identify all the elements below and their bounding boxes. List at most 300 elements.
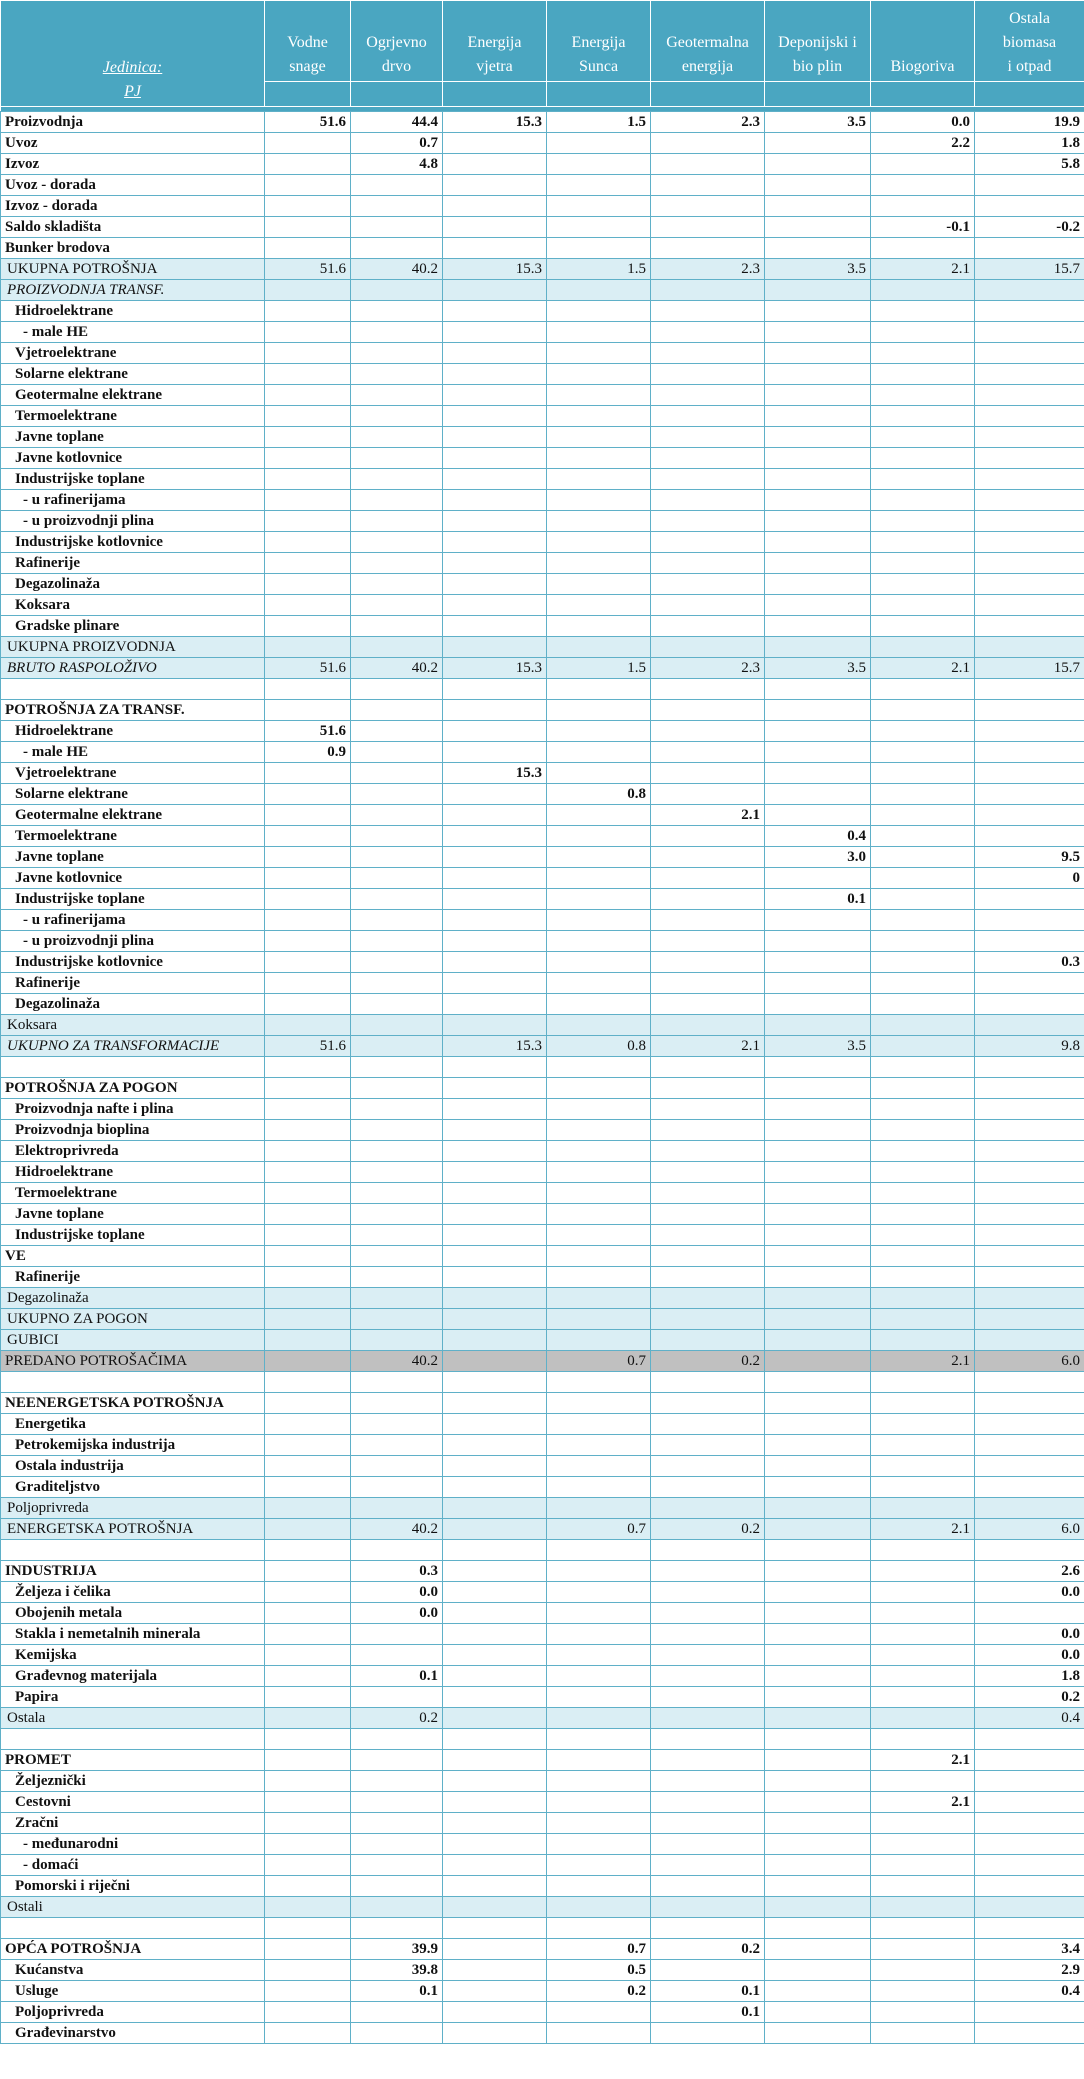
table-cell — [265, 1666, 351, 1687]
table-cell: 0.8 — [547, 784, 651, 805]
table-cell — [351, 868, 443, 889]
table-cell — [265, 2002, 351, 2023]
table-cell — [443, 511, 547, 532]
table-cell — [765, 700, 871, 721]
table-cell: 2.2 — [871, 133, 975, 154]
column-header-spacer — [351, 82, 443, 107]
table-cell — [871, 1246, 975, 1267]
table-cell: 0.1 — [651, 2002, 765, 2023]
table-cell — [651, 1456, 765, 1477]
table-row — [1, 826, 1084, 847]
table-cell: 2.1 — [871, 1750, 975, 1771]
table-cell: 2.9 — [975, 1960, 1084, 1981]
table-cell — [265, 133, 351, 154]
table-cell — [871, 994, 975, 1015]
table-cell — [351, 784, 443, 805]
table-cell: 0 — [975, 868, 1084, 889]
table-row — [1, 784, 1084, 805]
table-cell — [547, 175, 651, 196]
table-cell — [443, 1456, 547, 1477]
table-row — [1, 448, 1084, 469]
table-cell — [547, 1477, 651, 1498]
table-cell — [547, 1687, 651, 1708]
table-row — [1, 1057, 1084, 1078]
table-cell — [765, 1225, 871, 1246]
table-cell — [871, 1309, 975, 1330]
table-row — [1, 1771, 1084, 1792]
table-row — [1, 1078, 1084, 1099]
table-cell — [443, 826, 547, 847]
table-cell: 3.5 — [765, 259, 871, 280]
table-cell: 0.1 — [765, 889, 871, 910]
table-cell — [265, 1204, 351, 1225]
table-cell — [351, 1057, 443, 1078]
table-cell — [547, 1813, 651, 1834]
table-cell: 15.3 — [443, 1036, 547, 1057]
table-cell — [975, 973, 1084, 994]
table-cell — [443, 1708, 547, 1729]
table-cell — [975, 1120, 1084, 1141]
column-header-line: Geotermalna — [666, 34, 749, 51]
table-row — [1, 952, 1084, 973]
table-cell: 51.6 — [265, 658, 351, 679]
table-cell — [765, 1477, 871, 1498]
table-cell — [265, 280, 351, 301]
table-cell: 3.5 — [765, 1036, 871, 1057]
table-cell — [443, 1771, 547, 1792]
table-cell — [975, 448, 1084, 469]
table-cell: 1.5 — [547, 658, 651, 679]
table-cell — [351, 1540, 443, 1561]
table-cell — [351, 301, 443, 322]
table-cell — [351, 196, 443, 217]
table-cell — [443, 994, 547, 1015]
table-cell — [351, 742, 443, 763]
table-cell — [547, 574, 651, 595]
table-cell — [975, 343, 1084, 364]
table-cell — [265, 175, 351, 196]
table-cell: 0.5 — [547, 1960, 651, 1981]
table-cell — [547, 1393, 651, 1414]
table-cell — [547, 910, 651, 931]
table-cell — [651, 1330, 765, 1351]
table-cell — [351, 1771, 443, 1792]
table-cell — [651, 1708, 765, 1729]
table-cell — [975, 1162, 1084, 1183]
table-cell: 1.8 — [975, 1666, 1084, 1687]
table-cell — [651, 742, 765, 763]
table-cell — [351, 1183, 443, 1204]
table-cell — [443, 1582, 547, 1603]
row-label: Bunker brodova — [1, 238, 265, 259]
table-cell — [265, 910, 351, 931]
table-cell — [351, 1456, 443, 1477]
table-cell — [975, 1330, 1084, 1351]
table-row — [1, 1393, 1084, 1414]
table-cell — [265, 1015, 351, 1036]
table-cell — [265, 700, 351, 721]
row-label: UKUPNO ZA TRANSFORMACIJE — [1, 1036, 265, 1057]
table-row — [1, 322, 1084, 343]
column-header — [443, 1, 547, 82]
table-cell — [443, 1981, 547, 2002]
table-cell — [547, 1225, 651, 1246]
table-cell — [265, 1351, 351, 1372]
table-cell — [265, 1813, 351, 1834]
table-cell — [651, 1057, 765, 1078]
table-cell — [351, 175, 443, 196]
table-cell — [765, 574, 871, 595]
table-cell — [443, 1897, 547, 1918]
table-cell — [443, 1834, 547, 1855]
table-cell — [265, 784, 351, 805]
table-cell — [351, 637, 443, 658]
table-cell — [871, 1729, 975, 1750]
table-cell — [443, 973, 547, 994]
table-cell — [871, 1834, 975, 1855]
table-cell: 2.6 — [975, 1561, 1084, 1582]
table-cell — [765, 1393, 871, 1414]
table-cell — [265, 238, 351, 259]
row-label: - međunarodni — [1, 1834, 265, 1855]
table-cell — [547, 1498, 651, 1519]
table-cell — [351, 1414, 443, 1435]
table-cell — [871, 1393, 975, 1414]
table-cell — [871, 2023, 975, 2044]
table-cell — [351, 1477, 443, 1498]
table-cell — [871, 847, 975, 868]
table-cell — [547, 1918, 651, 1939]
row-label: - u rafinerijama — [1, 910, 265, 931]
table-cell — [651, 1729, 765, 1750]
column-header-spacer — [871, 82, 975, 107]
table-cell — [871, 1708, 975, 1729]
table-cell — [975, 511, 1084, 532]
table-cell: 0.3 — [975, 952, 1084, 973]
table-cell — [765, 1645, 871, 1666]
table-cell — [547, 427, 651, 448]
column-header — [975, 1, 1084, 82]
table-cell — [547, 637, 651, 658]
table-cell — [351, 805, 443, 826]
table-cell — [351, 343, 443, 364]
table-cell — [265, 1372, 351, 1393]
table-cell — [443, 1477, 547, 1498]
table-cell — [443, 133, 547, 154]
table-row — [1, 1540, 1084, 1561]
table-cell — [547, 700, 651, 721]
table-cell — [975, 406, 1084, 427]
table-cell — [651, 616, 765, 637]
table-cell — [651, 133, 765, 154]
table-cell — [765, 469, 871, 490]
table-cell — [975, 1897, 1084, 1918]
table-cell — [265, 448, 351, 469]
table-cell — [351, 1834, 443, 1855]
table-cell — [547, 364, 651, 385]
table-cell — [265, 1246, 351, 1267]
table-cell: 0.7 — [351, 133, 443, 154]
table-cell — [265, 154, 351, 175]
table-cell — [443, 196, 547, 217]
table-cell — [265, 805, 351, 826]
table-cell — [765, 637, 871, 658]
table-cell — [443, 532, 547, 553]
table-cell — [975, 721, 1084, 742]
table-cell — [651, 1645, 765, 1666]
table-cell — [651, 952, 765, 973]
table-cell — [351, 532, 443, 553]
table-cell — [871, 1813, 975, 1834]
table-cell — [871, 469, 975, 490]
row-label: Industrijske kotlovnice — [1, 952, 265, 973]
table-cell — [351, 1855, 443, 1876]
table-cell — [351, 1393, 443, 1414]
table-row — [1, 1036, 1084, 1057]
table-cell — [265, 1330, 351, 1351]
row-label: Industrijske toplane — [1, 1225, 265, 1246]
table-cell — [265, 826, 351, 847]
table-cell — [443, 847, 547, 868]
table-row — [1, 1456, 1084, 1477]
table-cell — [351, 1078, 443, 1099]
table-cell — [871, 532, 975, 553]
row-label: Zračni — [1, 1813, 265, 1834]
table-row — [1, 1099, 1084, 1120]
table-row — [1, 1834, 1084, 1855]
row-label: OPĆA POTROŠNJA — [1, 1939, 265, 1960]
table-cell — [547, 1729, 651, 1750]
table-cell — [765, 721, 871, 742]
table-cell — [265, 1939, 351, 1960]
table-cell — [443, 931, 547, 952]
table-cell — [975, 805, 1084, 826]
table-cell — [765, 1435, 871, 1456]
table-cell — [975, 1729, 1084, 1750]
table-cell — [547, 1099, 651, 1120]
table-cell: 2.1 — [651, 1036, 765, 1057]
row-label: Saldo skladišta — [1, 217, 265, 238]
table-cell — [765, 217, 871, 238]
table-cell — [547, 1372, 651, 1393]
table-cell: 15.7 — [975, 658, 1084, 679]
table-cell — [975, 1267, 1084, 1288]
column-header-spacer — [265, 82, 351, 107]
table-row — [1, 847, 1084, 868]
row-label: Termoelektrane — [1, 406, 265, 427]
row-label: UKUPNA PROIZVODNJA — [1, 637, 265, 658]
table-cell — [351, 1288, 443, 1309]
table-cell — [975, 553, 1084, 574]
table-cell — [265, 1183, 351, 1204]
table-cell — [765, 385, 871, 406]
table-cell — [265, 1876, 351, 1897]
table-cell — [265, 616, 351, 637]
table-cell — [265, 532, 351, 553]
table-cell — [975, 1141, 1084, 1162]
table-cell — [351, 427, 443, 448]
table-cell — [765, 175, 871, 196]
table-cell — [651, 1498, 765, 1519]
table-cell — [443, 1792, 547, 1813]
table-cell — [765, 1876, 871, 1897]
table-cell — [351, 1897, 443, 1918]
table-cell — [651, 1876, 765, 1897]
column-header — [265, 1, 351, 82]
table-cell — [443, 1876, 547, 1897]
table-cell — [443, 1204, 547, 1225]
table-cell — [651, 1372, 765, 1393]
table-cell — [351, 952, 443, 973]
table-cell — [975, 322, 1084, 343]
table-cell — [443, 1435, 547, 1456]
table-cell — [975, 1813, 1084, 1834]
table-row — [1, 1645, 1084, 1666]
table-row — [1, 1687, 1084, 1708]
table-cell — [975, 238, 1084, 259]
table-cell — [651, 406, 765, 427]
row-label: Stakla i nemetalnih minerala — [1, 1624, 265, 1645]
table-cell: 2.3 — [651, 658, 765, 679]
table-cell — [651, 154, 765, 175]
table-cell — [547, 1855, 651, 1876]
row-label: - u proizvodnji plina — [1, 931, 265, 952]
table-cell — [765, 238, 871, 259]
table-cell — [651, 910, 765, 931]
table-cell — [351, 574, 443, 595]
table-cell — [975, 1393, 1084, 1414]
table-cell — [351, 721, 443, 742]
table-row — [1, 1162, 1084, 1183]
table-cell — [871, 700, 975, 721]
table-cell — [651, 1792, 765, 1813]
row-label: Industrijske toplane — [1, 889, 265, 910]
table-cell — [765, 1288, 871, 1309]
table-cell: 6.0 — [975, 1351, 1084, 1372]
table-cell — [765, 1078, 871, 1099]
table-cell — [351, 1015, 443, 1036]
table-cell — [265, 994, 351, 1015]
table-cell — [443, 1120, 547, 1141]
table-cell — [651, 1603, 765, 1624]
table-cell — [975, 910, 1084, 931]
table-cell: 0.4 — [975, 1708, 1084, 1729]
row-label: - u rafinerijama — [1, 490, 265, 511]
table-cell — [547, 931, 651, 952]
table-cell — [265, 1288, 351, 1309]
table-cell — [547, 1792, 651, 1813]
table-cell — [651, 1687, 765, 1708]
table-cell — [871, 1939, 975, 1960]
table-cell — [351, 1120, 443, 1141]
row-label: Termoelektrane — [1, 1183, 265, 1204]
table-cell — [975, 1078, 1084, 1099]
table-row — [1, 1309, 1084, 1330]
table-cell — [547, 238, 651, 259]
table-cell — [265, 637, 351, 658]
table-cell: 51.6 — [265, 112, 351, 133]
table-cell — [765, 1099, 871, 1120]
row-label: Industrijske toplane — [1, 469, 265, 490]
column-header-line: Ostala — [1009, 10, 1050, 27]
row-label: Izvoz - dorada — [1, 196, 265, 217]
table-cell — [265, 1897, 351, 1918]
table-cell — [651, 364, 765, 385]
row-label: Ostali — [1, 1897, 265, 1918]
table-cell — [351, 1099, 443, 1120]
row-label: Javne toplane — [1, 847, 265, 868]
table-cell — [975, 1456, 1084, 1477]
table-cell — [765, 1456, 871, 1477]
table-cell — [975, 1834, 1084, 1855]
table-cell — [651, 1666, 765, 1687]
table-body — [1, 107, 1084, 2044]
table-cell — [651, 280, 765, 301]
table-row — [1, 2023, 1084, 2044]
table-cell — [975, 1540, 1084, 1561]
column-header-spacer — [975, 82, 1084, 107]
table-cell: 3.5 — [765, 658, 871, 679]
table-cell — [651, 1477, 765, 1498]
table-cell — [765, 301, 871, 322]
table-cell: 40.2 — [351, 658, 443, 679]
table-cell: 0.0 — [975, 1645, 1084, 1666]
table-cell: 0.1 — [351, 1666, 443, 1687]
table-cell — [351, 1918, 443, 1939]
table-cell: 9.8 — [975, 1036, 1084, 1057]
table-cell — [871, 721, 975, 742]
table-cell — [651, 343, 765, 364]
table-cell — [547, 1624, 651, 1645]
table-cell — [265, 1078, 351, 1099]
table-row — [1, 259, 1084, 280]
table-cell: 0.7 — [547, 1939, 651, 1960]
table-cell — [443, 742, 547, 763]
table-cell — [765, 406, 871, 427]
table-cell — [975, 1246, 1084, 1267]
table-cell — [765, 2002, 871, 2023]
table-cell — [547, 511, 651, 532]
row-label: Ostala — [1, 1708, 265, 1729]
table-cell — [651, 1540, 765, 1561]
table-cell: 51.6 — [265, 259, 351, 280]
table-row — [1, 1939, 1084, 1960]
table-row — [1, 1876, 1084, 1897]
table-cell — [651, 553, 765, 574]
table-cell — [765, 868, 871, 889]
table-cell — [871, 1267, 975, 1288]
table-cell — [871, 1771, 975, 1792]
table-cell: 0.0 — [871, 112, 975, 133]
table-cell: 51.6 — [265, 1036, 351, 1057]
table-cell — [443, 1225, 547, 1246]
table-cell — [975, 889, 1084, 910]
table-cell — [765, 1666, 871, 1687]
table-cell — [651, 1582, 765, 1603]
table-cell — [265, 217, 351, 238]
table-cell — [651, 784, 765, 805]
table-cell — [351, 1645, 443, 1666]
table-cell — [765, 973, 871, 994]
row-label: Cestovni — [1, 1792, 265, 1813]
table-cell — [265, 1645, 351, 1666]
table-cell — [871, 1687, 975, 1708]
table-cell — [651, 574, 765, 595]
table-cell — [975, 532, 1084, 553]
table-cell — [443, 889, 547, 910]
table-cell — [975, 2023, 1084, 2044]
row-label — [1, 1057, 265, 1078]
